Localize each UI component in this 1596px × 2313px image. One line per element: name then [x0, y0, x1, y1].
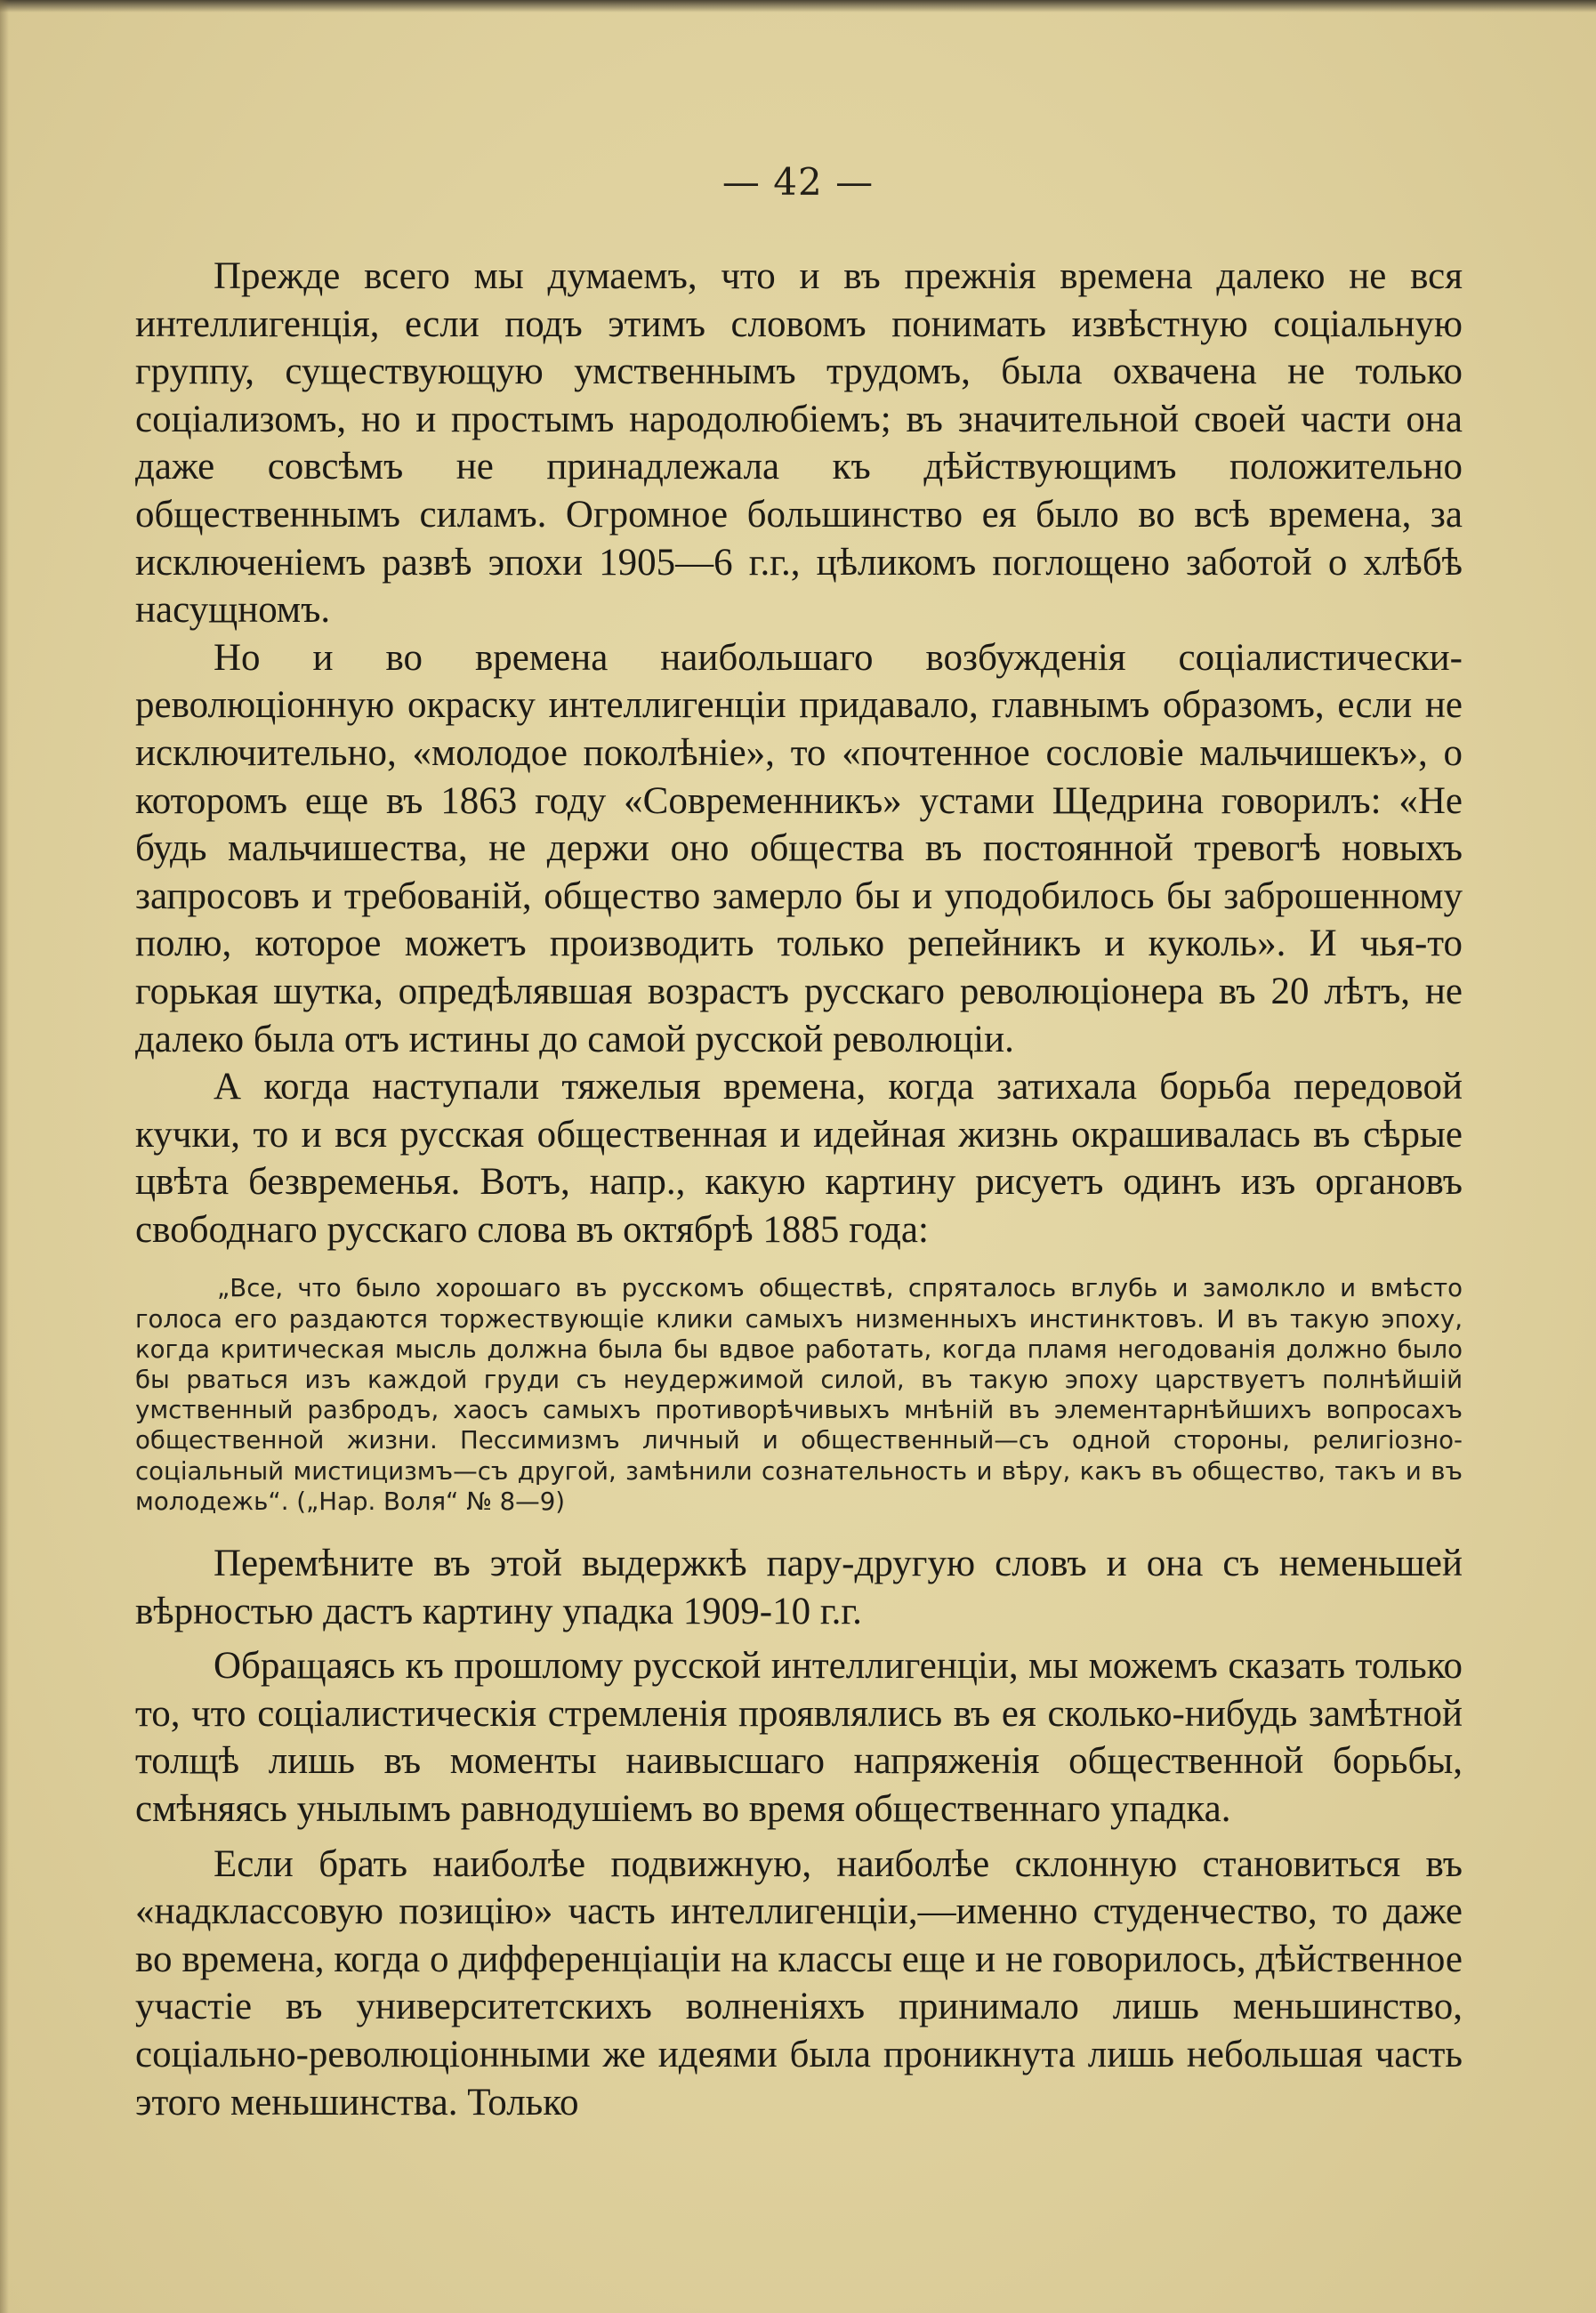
paragraph-gap — [135, 1833, 1463, 1841]
paragraph-3: А когда наступали тяжелыя времена, когда затихала борьба передовой кучки, то и вся русская общественная и идейная жизнь окрашивалась въ сѣрые цвѣта безвременья. Вотъ, напр., какую картину рисуетъ одинъ изъ органовъ свободнаго русскаго слова въ октябрѣ 1885 года: — [135, 1066, 1463, 1251]
body-text — [135, 253, 1463, 2126]
paragraph-gap — [135, 1635, 1463, 1642]
paragraph-5: Обращаясь къ прошлому русской интеллигенціи, мы можемъ сказать только то, что соціалистическія стремленія проявлялись въ ея сколько-нибудь замѣтной толщѣ лишь въ моменты наивысшаго напряженія общественной борьбы, смѣняясь унылымъ равнодушіемъ во время общественнаго упадка. — [135, 1645, 1463, 1831]
page-top-shadow — [0, 0, 1596, 12]
page-left-shadow — [0, 0, 9, 2313]
block-quote: „Все, что было хорошаго въ русскомъ обществѣ, спряталось вглубь и замолкло и вмѣсто голоса его раздаются торжествующіе клики самыхъ низменныхъ инстинктовъ. И въ такую эпоху, когда критическая мысль должна была бы вдвое работать, когда пламя негодованія должно было бы рваться изъ каждой груди съ неудержимой силой, въ такую эпоху царствуетъ полнѣйшій умственный разбродъ, хаосъ самыхъ противорѣчивыхъ мнѣній въ элементарнѣйшихъ вопросахъ общественной жизни. Пессимизмъ личный и общественный—съ одной стороны, религіозно-соціальный мистицизмъ—съ другой, замѣнили сознательность и вѣру, какъ въ общество, такъ и въ молодежь“. („Нар. Воля“ № 8—9) — [135, 1273, 1463, 1516]
page-number: — 42 — — [721, 160, 875, 204]
paragraph-4: Перемѣните въ этой выдержкѣ пару-другую словъ и она съ неменьшей вѣрностью дастъ картину упадка 1909-10 г.г. — [135, 1543, 1463, 1632]
paragraph-1: Прежде всего мы думаемъ, что и въ прежнія времена далеко не вся интеллигенція, если подъ этимъ словомъ понимать извѣстную соціальную группу, существующую умственнымъ трудомъ, была охвачена не только соціализомъ, но и простымъ народолюбіемъ; въ значительной своей части она даже совсѣмъ не принадлежала къ дѣйствующимъ положительно общественнымъ силамъ. Огромное большинство ея было во всѣ времена, за исключеніемъ развѣ эпохи 1905—6 г.г., цѣликомъ поглощено заботой о хлѣбѣ насущномъ. — [135, 255, 1463, 632]
paragraph-2: Но и во времена наибольшаго возбужденія соціалистически-революціонную окраску интеллигенціи придавало, главнымъ образомъ, если не исключительно, «молодое поколѣніе», то «почтенное сословіе мальчишекъ», о которомъ еще въ 1863 году «Современникъ» устами Щедрина говорилъ: «Не будь мальчишества, не держи оно общества въ постоянной тревогѣ новыхъ запросовъ и требованій, общество замерло бы и уподобилось бы заброшенному полю, которое можетъ производить только репейникъ и куколь». И чья-то горькая шутка, опредѣлявшая возрастъ русскаго революціонера въ 20 лѣтъ, не далеко была отъ истины до самой русской революціи. — [135, 636, 1463, 1060]
paragraph-6: Если брать наиболѣе подвижную, наиболѣе склонную становиться въ «надклассовую позицію» часть интеллигенціи,—именно студенчество, то даже во времена, когда о дифференціаціи на классы еще и не говорилось, дѣйственное участіе въ университетскихъ волненіяхъ принимало лишь меньшинство, соціально-революціонными же идеями была проникнута лишь небольшая часть этого меньшинства. Только — [135, 1842, 1463, 2124]
